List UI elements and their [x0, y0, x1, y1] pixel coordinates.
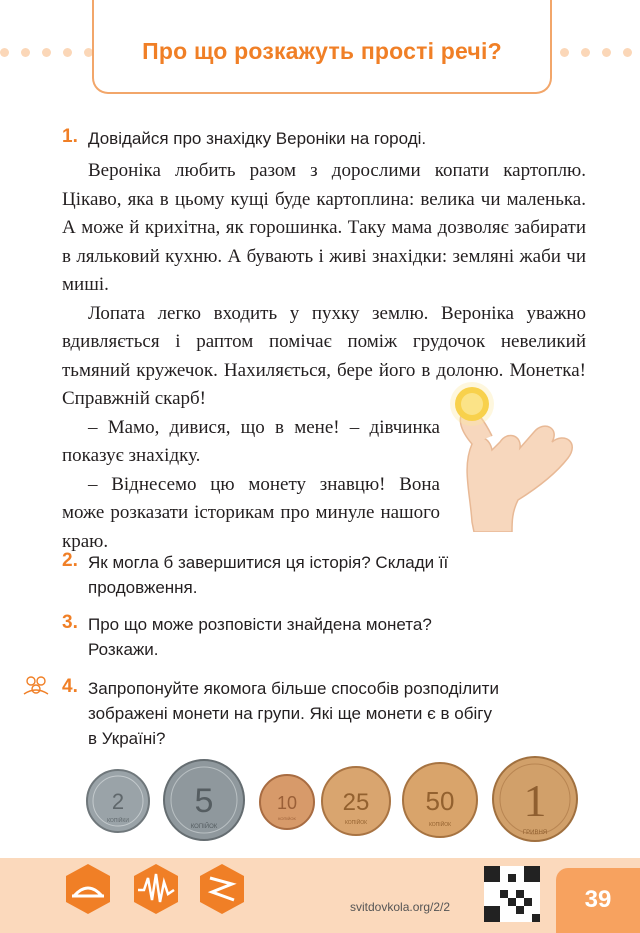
story-dialogue-2: – Віднесемо цю монету знавцю! Вона може розказати історикам про минуле нашого краю.: [62, 473, 440, 552]
coin-1-hryvnia: [493, 757, 577, 841]
coin-value: 2: [111, 789, 125, 814]
coin-label: КОПІЙКИ: [107, 818, 129, 824]
task-1-number: 1.: [62, 126, 78, 147]
page-number: 39: [556, 868, 640, 933]
coin-50-kopiyok: [403, 763, 477, 837]
page-title: Про що розкажуть прості речі?: [142, 38, 502, 64]
title-box: [92, 0, 552, 94]
qr-code: [484, 866, 540, 922]
task-4-number: 4.: [62, 676, 78, 697]
coin-value: 50: [425, 786, 455, 816]
coin-10-kopiyok: [260, 775, 314, 829]
task-2-number: 2.: [62, 550, 78, 571]
coin-2-kopiyky: [87, 770, 149, 832]
coins-row: [80, 756, 580, 846]
task-2-line-2: продовження.: [88, 578, 198, 597]
decorative-dots-right: [560, 48, 640, 57]
coin-value: 1: [523, 775, 547, 826]
zigzag-icon: [196, 862, 248, 916]
story-paragraph-2: Лопата легко входить у пухку землю. Вероніка уважно вдивляється і раптом помічає поміж грудочок невеликий тьмяний кружечок. Нахиляється, бере його в долоню. Монетка! Справжній скарб!: [62, 302, 586, 409]
task-2-line-1: Як могла б завершитися ця історія? Склади її: [88, 553, 449, 572]
task-4-text: [88, 676, 499, 751]
coin-label: КОПІЙОК: [278, 816, 296, 821]
task-3-number: 3.: [62, 612, 78, 633]
group-work-icon: [22, 674, 50, 698]
task-4-line-2: зображені монети на групи. Які ще монети є в обігу: [88, 704, 492, 723]
coin-label: КОПІЙОК: [428, 822, 452, 828]
coin-value: 5: [194, 782, 214, 820]
task-4-line-3: в Україні?: [88, 729, 166, 748]
coin-5-kopiyok: [164, 760, 244, 840]
website-link[interactable]: svitdovkola.org/2/2: [350, 900, 451, 914]
coin-label: КОПІЙОК: [190, 824, 218, 830]
coin-label: ГРИВНЯ: [522, 830, 548, 836]
coin-value: 10: [276, 793, 298, 813]
soundwave-icon: [130, 862, 182, 916]
coin-25-kopiyok: [322, 767, 390, 835]
task-1-text: Довідайся про знахідку Вероніки на городі.: [88, 129, 427, 148]
task-3-line-1: Про що може розповісти знайдена монета?: [88, 615, 432, 634]
story-paragraph-1: Вероніка любить разом з дорослими копати картоплю. Цікаво, яка в цьому кущі буде картоплина: велика чи маленька. А може й крихітна, як горошинка. Таку мама дозволяє забирати в ляльковий кухню. А бувають і живі знахідки: земляні жаби чи миші.: [62, 160, 586, 295]
hand-with-coin-illustration: [442, 372, 592, 532]
coin-label: КОПІЙОК: [344, 820, 368, 826]
task-3-line-2: Розкажи.: [88, 640, 159, 659]
coin-value: 25: [342, 789, 370, 816]
header-band: [0, 0, 640, 110]
task-3-text: [88, 612, 432, 662]
bridge-icon: [62, 862, 114, 916]
story-dialogue-1: – Мамо, дивися, що в мене! – дівчинка показує знахідку.: [62, 416, 440, 466]
task-2-text: [88, 550, 448, 600]
task-4-line-1: Запропонуйте якомога більше способів розподілити: [88, 679, 499, 698]
